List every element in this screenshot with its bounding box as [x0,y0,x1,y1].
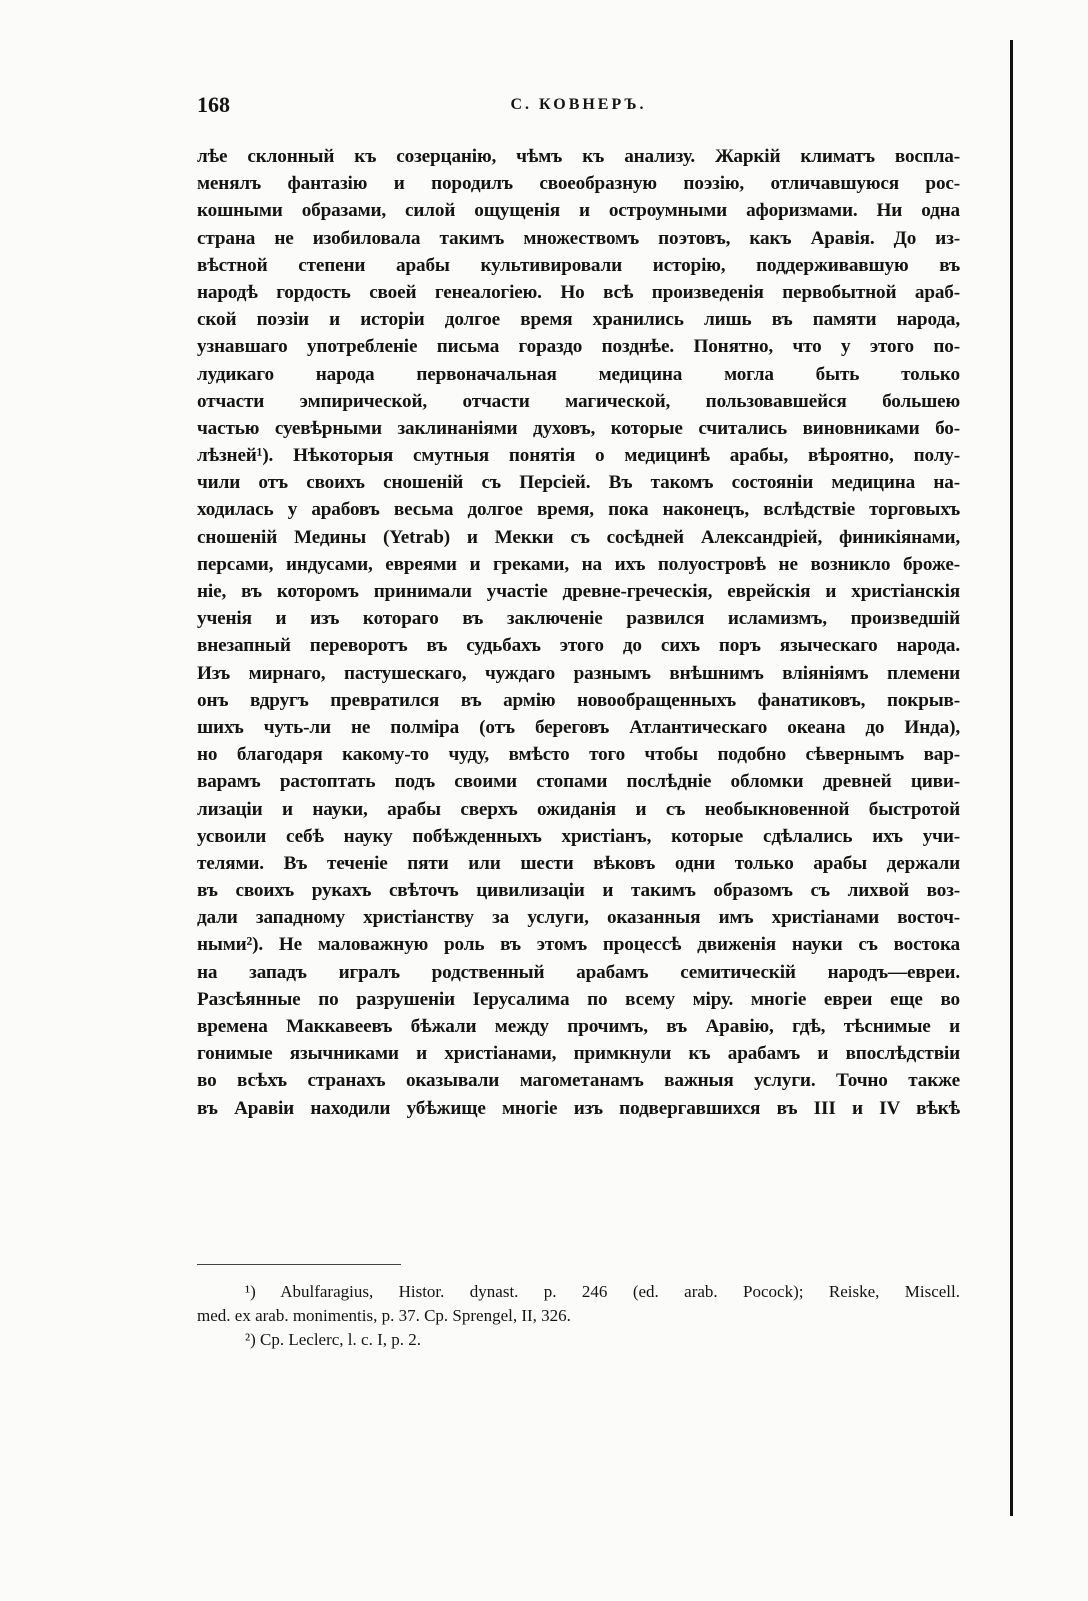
text-line: лѣзней¹). Нѣкоторыя смутныя понятія о медицинѣ арабы, вѣроятно, полу- [197,445,960,467]
text-line: частью суевѣрными заклинаніями духовъ, которые считались виновниками бо- [197,417,960,439]
text-line: лудикаго народа первоначальная медицина могла быть только [197,363,960,385]
text-line: дали западному христіанству за услуги, оказанныя имъ христіанами восточ- [197,907,960,929]
text-line: телями. Въ теченіе пяти или шести вѣковъ одни только арабы держали [197,852,960,874]
text-line: ніе, въ которомъ принимали участіе древне-греческія, еврейскія и христіанскія [197,581,960,602]
text-line: вѣстной степени арабы культивировали исторію, поддерживавшую въ [197,254,960,276]
text-line: ными²). Не маловажную роль въ этомъ процессѣ движенія науки съ востока [197,934,960,956]
text-line: варамъ растоптать подъ своими стопами послѣдніе обломки древней циви- [197,771,960,793]
text-line: но благодаря какому-то чуду, вмѣсто того чтобы подобно сѣвернымъ вар- [197,744,960,766]
text-line: кошными образами, силой ощущенія и остроумными афоризмами. Ни одна [197,200,960,222]
text-line: отчасти эмпирической, отчасти магической, пользовавшейся большею [197,390,960,412]
footnote-divider [197,1264,401,1265]
text-line: усвоили себѣ науку побѣжденныхъ христіанъ, которые сдѣлались ихъ учи- [197,825,960,847]
page-header [197,92,960,122]
page-edge-line [1010,40,1013,1516]
text-line: лѣе склонный къ созерцанію, чѣмъ къ анализу. Жаркій климатъ воспла- [197,146,960,167]
running-title: С. КОВНЕРЪ. [510,96,647,113]
page-number: 168 [197,92,230,117]
footnote-1-line-2: med. ex arab. monimentis, p. 37. Cp. Sprengel, II, 326. [197,1306,571,1325]
footnote-1-line-1: ¹) Abulfaragius, Histor. dynast. p. 246 (ed. arab. Pocock); Reiske, Miscell. [245,1282,960,1301]
body-text [197,143,960,1122]
text-line: менялъ фантазію и породилъ своеобразную поэзію, отличавшуюся рос- [197,173,960,195]
text-line: ученія и изъ котораго въ заключеніе развился исламизмъ, произведшій [197,608,960,630]
footnote-2: ²) Cp. Leclerc, l. c. I, p. 2. [245,1330,421,1349]
text-line: страна не изобиловала такимъ множествомъ поэтовъ, какъ Аравія. До из- [197,227,960,249]
text-line: въ своихъ рукахъ свѣточъ цивилизаціи и такимъ образомъ съ лихвой воз- [197,880,960,902]
text-line: Разсѣянные по разрушеніи Іерусалима по всему міру. многіе евреи еще во [197,988,960,1010]
text-line: ходилась у арабовъ весьма долгое время, пока наконецъ, вслѣдствіе торговыхъ [197,499,960,521]
text-line: внезапный переворотъ въ судьбахъ этого до сихъ поръ языческаго народа. [197,635,960,657]
text-line: ской поэзіи и исторіи долгое время хранились лишь въ памяти народа, [197,309,960,331]
text-line: онъ вдругъ превратился въ армію новообращенныхъ фанатиковъ, покрыв- [197,689,960,711]
text-line: узнавшаго употребленіе письма гораздо позднѣе. Понятно, что у этого по- [197,336,960,358]
text-line: народѣ гордость своей генеалогіею. Но всѣ произведенія первобытной араб- [197,281,960,303]
text-line: во всѣхъ странахъ оказывали магометанамъ важныя услуги. Точно также [197,1070,960,1092]
text-line: персами, индусами, евреями и греками, на ихъ полуостровѣ не возникло броже- [197,553,960,575]
text-line: лизаціи и науки, арабы сверхъ ожиданія и съ необыкновенной быстротой [197,798,960,820]
footnotes [197,1280,960,1352]
text-line: гонимые язычниками и христіанами, примкнули къ арабамъ и впослѣдствіи [197,1043,960,1065]
text-line: чили отъ своихъ сношеній съ Персіей. Въ такомъ состояніи медицина на- [197,472,960,494]
text-line: сношеній Медины (Yetrab) и Мекки съ сосѣдней Александріей, финикіянами, [197,526,960,548]
text-line: Изъ мирнаго, пастушескаго, чуждаго разнымъ внѣшнимъ вліяніямъ племени [197,662,960,684]
text-line: времена Маккавеевъ бѣжали между прочимъ, въ Аравію, гдѣ, тѣснимые и [197,1016,960,1037]
text-line: шихъ чуть-ли не полміра (отъ береговъ Атлантическаго океана до Инда), [197,716,960,738]
text-line: въ Аравіи находили убѣжище многіе изъ подвергавшихся въ III и IV вѣкѣ [197,1097,960,1119]
text-line: на западъ игралъ родственный арабамъ семитическій народъ—евреи. [197,961,960,983]
